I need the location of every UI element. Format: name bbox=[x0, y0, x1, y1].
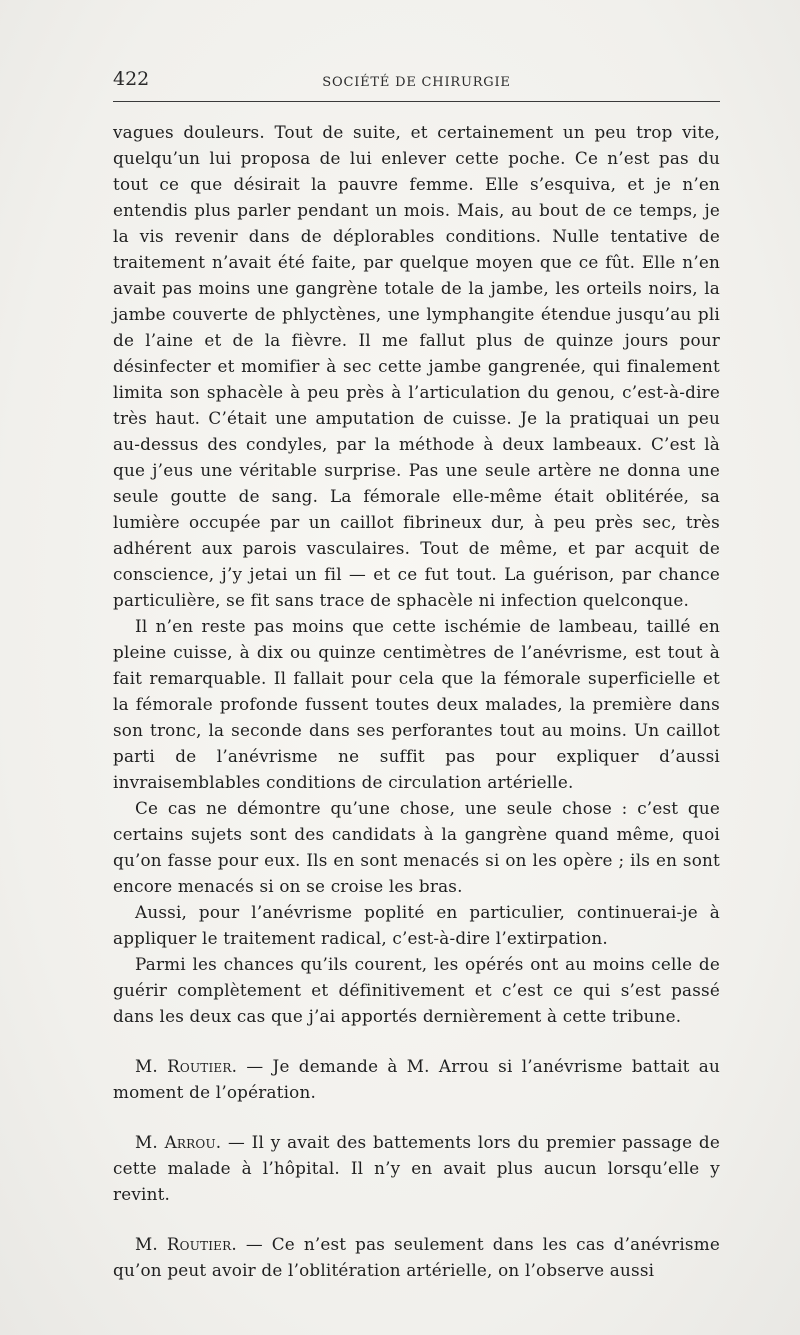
paragraph-gap bbox=[113, 1207, 720, 1231]
speaker-name: M. Routier. bbox=[135, 1056, 238, 1076]
discussion-paragraph bbox=[113, 1053, 720, 1105]
discussion-paragraph bbox=[113, 1129, 720, 1207]
discussion-paragraph bbox=[113, 1231, 720, 1283]
running-title: SOCIÉTÉ DE CHIRURGIE bbox=[322, 75, 511, 90]
page-number: 422 bbox=[113, 68, 150, 90]
speaker-name: M. Routier. bbox=[135, 1234, 237, 1254]
paragraph: Aussi, pour l’anévrisme poplité en particulier, continuerai-je à appliquer le traitement radical, c’est-à-dire l’extirpation. bbox=[113, 902, 720, 948]
body-text bbox=[113, 119, 720, 1283]
header-rule bbox=[113, 101, 720, 102]
speech-text: — Je demande à M. Arrou si l’anévrisme battait au moment de l’opération. bbox=[113, 1056, 721, 1102]
speaker-name: M. Arrou. bbox=[135, 1132, 222, 1152]
paragraph-gap bbox=[113, 1105, 720, 1129]
speech-text: — Ce n’est pas seulement dans les cas d’anévrisme qu’on peut avoir de l’oblitération artérielle, on l’observe aussi bbox=[113, 1234, 720, 1280]
page-header bbox=[113, 68, 720, 98]
speech-text: — Il y avait des battements lors du premier passage de cette malade à l’hôpital. Il n’y en avait plus aucun lorsqu’elle y revint. bbox=[113, 1132, 720, 1204]
paragraph: Parmi les chances qu’ils courent, les opérés ont au moins celle de guérir complètement et définitivement et c’est ce qui s’est passé dans les deux cas que j’ai apportés dernièrement à cette tribune. bbox=[113, 954, 720, 1026]
paragraph: Il n’en reste pas moins que cette ischémie de lambeau, taillé en pleine cuisse, à dix ou quinze centimètres de l’anévrisme, est tout à fait remarquable. Il fallait pour cela que la fémorale superficielle et la fémorale profonde fussent toutes deux malades, la première dans son tronc, la seconde dans ses perforantes tout au moins. Un caillot parti de l’anévrisme ne suffit pas pour expliquer d’aussi invraisemblables conditions de circulation artérielle. bbox=[113, 616, 720, 792]
paragraph: Ce cas ne démontre qu’une chose, une seule chose : c’est que certains sujets sont des candidats à la gangrène quand même, quoi qu’on fasse pour eux. Ils en sont menacés si on les opère ; ils en sont encore menacés si on se croise les bras. bbox=[113, 798, 720, 896]
paragraph: vagues douleurs. Tout de suite, et certainement un peu trop vite, quelqu’un lui proposa de lui enlever cette poche. Ce n’est pas du tout ce que désirait la pauvre femme. Elle s’esquiva, et je n’en entendis plus parler pendant un mois. Mais, au bout de ce temps, je la vis revenir dans de déplorables conditions. Nulle tentative de traitement n’avait été faite, par quelque moyen que ce fût. Elle n’en avait pas moins une gangrène totale de la jambe, les orteils noirs, la jambe couverte de phlyctènes, une lymphangite étendue jusqu’au pli de l’aine et de la fièvre. Il me fallut plus de quinze jours pour désinfecter et momifier à sec cette jambe gangrenée, qui finalement limita son sphacèle à peu près à l’articulation du genou, c’est-à-dire très haut. C’était une amputation de cuisse. Je la pratiquai un peu au-dessus des condyles, par la méthode à deux lambeaux. C’est là que j’eus une véritable surprise. Pas une seule artère ne donna une seule goutte de sang. La fémorale elle-même était oblitérée, sa lumière occupée par un caillot fibrineux dur, à peu près sec, très adhérent aux parois vasculaires. Tout de même, et par acquit de conscience, j’y jetai un fil — et ce fut tout. La guérison, par chance particulière, se fit sans trace de sphacèle ni infection quelconque. bbox=[113, 122, 720, 610]
paragraph-gap bbox=[113, 1029, 720, 1053]
